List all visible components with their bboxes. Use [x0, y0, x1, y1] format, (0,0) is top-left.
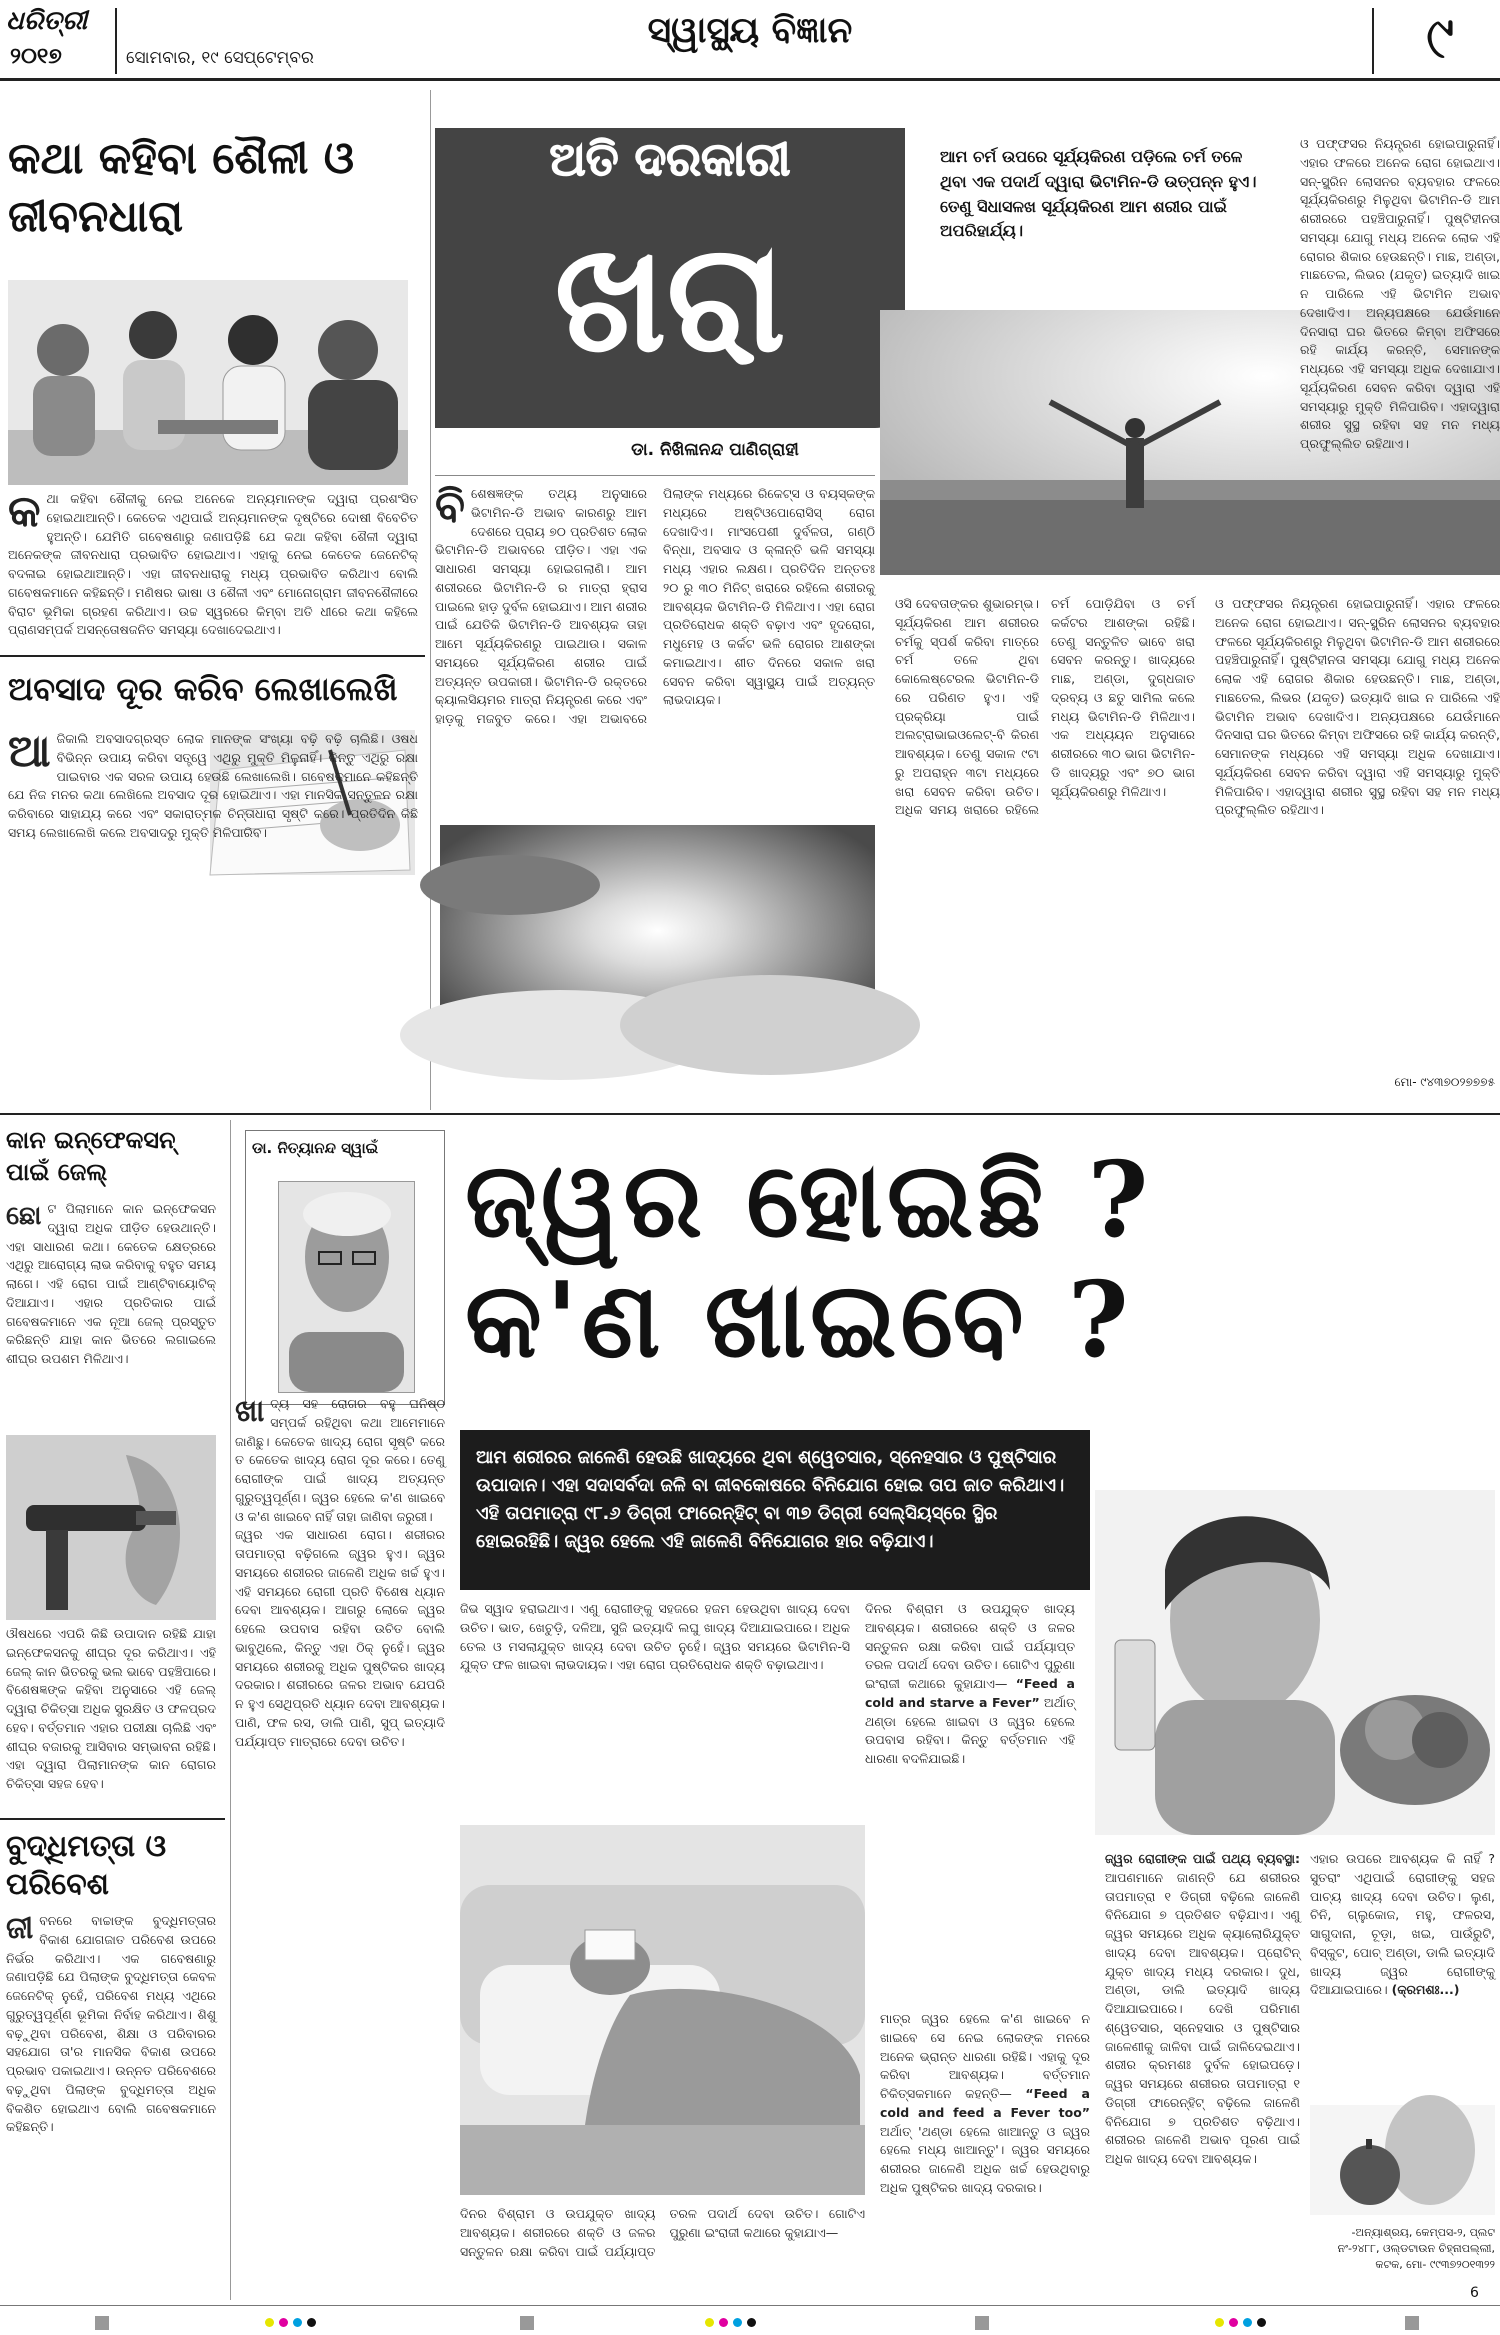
article-intelligence: [0, 1822, 225, 2302]
author-address: -ଅନ୍ୟାଶ୍ରୟ, କେମ୍ପସ-୨, ପ୍ଲଟ ନଂ-୨୪୮୮, ଓଲ୍ଡଟାଉନ ଚିହ୍ନାପଲ୍ଲୀ, କଟକ, ମୋ- ୯୯୩୭୨୦୧୩୨୨: [1337, 2226, 1495, 2271]
article-conversation: [0, 90, 425, 650]
conversation-photo: [8, 280, 408, 485]
body-column-6: [1105, 1850, 1300, 2300]
drop-cap: ଜୀ: [6, 1911, 34, 1946]
apple-woman-photo: [1310, 2105, 1495, 2215]
body-text: ଥା କହିବା ଶୈଳୀକୁ ନେଇ ଅନେକେ ଅନ୍ୟମାନଙ୍କ ଦ୍ୱାରା ପ୍ରଶଂସିତ ହୋଇଥାଆନ୍ତି। କେତେକ ଏଥିପାଇଁ ଅନ୍ୟମାନଙ୍କ ଦୃଷ୍ଟିରେ ଦୋଷୀ ବିବେଚିତ ହୁଅନ୍ତି। ଯେମିତି ଗବେଷଣାରୁ ଜଣାପଡ଼ିଛି ଯେ କଥା କହିବା ଶୈଳୀ ଦ୍ୱାରା ଅନେକଙ୍କ ଜୀବନଧାରା ପ୍ରଭାବିତ ହୋଇଥାଏ। ଏହାକୁ ନେଇ କେତେକ ଜେନେଟିକ୍ ବଦଳାଇ ହୋଇଥାଆନ୍ତି। ଏହା ଜୀବନଧାରାକୁ ମଧ୍ୟ ପ୍ରଭାବିତ କରିଥାଏ ବୋଲି ଗବେଷକମାନେ କହିଛନ୍ତି। ମଣିଷର ଭାଷା ଓ ଶୈଳୀ ଏବଂ ମୋନୋଗ୍ରାମ ଜୀବନଶୈଳୀରେ ବିରାଟ ଭୂମିକା ଗ୍ରହଣ କରିଥାଏ। ଉଚ୍ଚ ସ୍ୱରରେ କିମ୍ବା ଅତି ଧୀରେ କଥା କହିଲେ ପ୍ରାଣସମ୍ପର୍କ ଅସନ୍ତୋଷଜନିତ ସମସ୍ୟା ଦେଖାଦେଇଥାଏ।: [8, 491, 418, 638]
drop-cap: ଛୋ: [6, 1201, 42, 1231]
body-text: ଦେଖି ପରିମାଣ ଶ୍ୱେତସାର, ସ୍ନେହସାର ଓ ପୁଷ୍ଟିସାର ଜାଳେଣୀକୁ ଜାଳିବା ପାଇଁ ଜାଳିଦେଇଥାଏ। ଶରୀର କ୍ରମଶଃ ଦୁର୍ବଳ ହୋଇପଡ଼େ। ଜ୍ୱର ସମୟରେ ଶରୀରର ତାପମାତ୍ରା ୧ ଡିଗ୍ରୀ ଫାରେନ୍‌ହିଟ୍ ବଢ଼ିଲେ ଜାଳେଣି ବିନିଯୋଗ ୭ ପ୍ରତିଶତ ବଢ଼ିଥାଏ। ଶରୀରର ଜାଳେଣି ଅଭାବ ପୂରଣ ପାଇଁ ଅଧିକ ଖାଦ୍ୟ ଦେବା ଆବଶ୍ୟକ।: [1105, 2001, 1300, 2166]
article-body: [8, 726, 418, 1100]
fever-patient-photo: [460, 1825, 865, 2195]
print-registration-marks: [0, 2312, 1500, 2332]
quote: “Feed a cold and feed a Fever too”: [880, 2086, 1090, 2120]
footer-page-number: 6: [1470, 2285, 1479, 2301]
issue-date: ସୋମବାର, ୧୯ ସେପ୍ଟେମ୍ବର: [126, 48, 314, 68]
feature-banner: [435, 128, 905, 428]
masthead-divider-right: [1372, 8, 1374, 74]
article-depression: [0, 660, 425, 1110]
body-text: ଜ୍ୱର ଏକ ସାଧାରଣ ରୋଗ। ଶରୀରର ତାପମାତ୍ରା ବଢ଼ିଗଲେ ଜ୍ୱର ହୁଏ। ଜ୍ୱର ସମୟରେ ଶରୀରର ଜାଳେଣି ଅଧିକ ଖର୍ଚ୍ଚ ହୁଏ। ଏହି ସମୟରେ ରୋଗୀ ପ୍ରତି ବିଶେଷ ଧ୍ୟାନ ଦେବା ଆବଶ୍ୟକ। ଆଗରୁ ଲୋକେ ଜ୍ୱର ହେଲେ ଉପବାସ ରହିବା ଉଚିତ ବୋଲି ଭାବୁଥିଲେ, କିନ୍ତୁ ଏହା ଠିକ୍ ନୁହେଁ। ଜ୍ୱର ସମୟରେ ଶରୀରକୁ ଅଧିକ ପୁଷ୍ଟିକର ଖାଦ୍ୟ ଦରକାର। ଶରୀରରେ ଜଳର ଅଭାବ ଯେପରି ନ ହୁଏ ସେଥିପ୍ରତି ଧ୍ୟାନ ଦେବା ଆବଶ୍ୟକ। ପାଣି, ଫଳ ରସ, ଡାଲି ପାଣି, ସୁପ୍ ଇତ୍ୟାଦି ପର୍ଯ୍ୟାପ୍ତ ମାତ୍ରାରେ ଦେବା ଉଚିତ।: [235, 1527, 445, 1749]
drop-cap: କ: [8, 486, 41, 537]
body-column-2: ଜିଭ ସ୍ୱାଦ ହରାଇଥାଏ। ଏଣୁ ରୋଗୀଙ୍କୁ ସହଜରେ ହଜମ ହେଉଥିବା ଖାଦ୍ୟ ଦେବା ଉଚିତ। ଭାତ, ଖେଚୁଡ଼ି, ଦଳିଆ, ସୁଜି ଇତ୍ୟାଦି ଲଘୁ ଖାଦ୍ୟ ଦିଆଯାଇପାରେ। ଅଧିକ ତେଲ ଓ ମସଲାଯୁକ୍ତ ଖାଦ୍ୟ ଦେବା ଉଚିତ ନୁହେଁ। ଜ୍ୱର ସମୟରେ ଭିଟାମିନ-ସି ଯୁକ୍ତ ଫଳ ଖାଇବା ଲାଭଦାୟକ। ଏହା ରୋଗ ପ୍ରତିରୋଧକ ଶକ୍ତି ବଢ଼ାଇଥାଏ।: [460, 1601, 850, 1673]
article-title: କଥା କହିବା ଶୈଳୀ ଓ ଜୀବନଧାରା: [8, 133, 355, 242]
article-sunlight: [435, 90, 1500, 1120]
article-title: ବୁଦ୍ଧିମତ୍ତା ଓ ପରିବେଶ: [6, 1829, 167, 1902]
section-rule: [0, 1113, 1500, 1115]
footer-rule: [0, 2305, 1500, 2306]
body-text: ଆପଣମାନେ ଜାଣନ୍ତି ଯେ ଶରୀରର ତାପମାତ୍ରା ୧ ଡିଗ୍ରୀ ବଢ଼ିଲେ ଜାଳେଣି ବିନିଯୋଗ ୭ ପ୍ରତିଶତ ବଢ଼ିଯାଏ। ଏଣୁ ଜ୍ୱର ସମୟରେ ଅଧିକ କ୍ୟାଲୋରିଯୁକ୍ତ ଖାଦ୍ୟ ଦେବା ଆବଶ୍ୟକ। ପ୍ରୋଟିନ୍ ଯୁକ୍ତ ଖାଦ୍ୟ ମଧ୍ୟ ଦରକାର। ଦୁଧ, ଅଣ୍ଡା, ଡାଲି ଇତ୍ୟାଦି ଖାଦ୍ୟ ଦିଆଯାଇପାରେ।: [1105, 1869, 1300, 2016]
rule: [0, 1818, 225, 1820]
headline-line2: କ'ଣ ଖାଇବେ ?: [465, 1258, 1133, 1381]
subhead: ଜ୍ୱର ରୋଗୀଙ୍କ ପାଇଁ ପଥ୍ୟ ବ୍ୟବସ୍ଥା:: [1105, 1851, 1300, 1866]
page-number-top: ୯: [1425, 3, 1455, 73]
rule: [0, 655, 425, 657]
article-body-top-right: ଓ ପଫ୍ଫସର ନିୟନ୍ତ୍ରଣ ହୋଇପାରୁନାହିଁ। ଏହାର ଫଳରେ ଅନେକ ରୋଗ ହୋଇଥାଏ। ସନ୍-ସ୍କ୍ରିନ ଲୋସନର ବ୍ୟବହାର ଫଳରେ ସୂର୍ଯ୍ୟକିରଣରୁ ମିଳୁଥିବା ଭିଟାମିନ-ଡି ଆମ ଶରୀରରେ ପହଞ୍ଚିପାରୁନାହିଁ। ପୁଷ୍ଟିହୀନତା ସମସ୍ୟା ଯୋଗୁ ମଧ୍ୟ ଅନେକ ଲୋକ ଏହି ରୋଗର ଶିକାର ହେଉଛନ୍ତି। ମାଛ, ଅଣ୍ଡା, ମାଛତେଲ, ଲିଭର (ଯକୃତ) ଇତ୍ୟାଦି ଖାଇ ନ ପାରିଲେ ଏହି ଭିଟାମିନ ଅଭାବ ଦେଖାଦିଏ। ଅନ୍ୟପକ୍ଷରେ ଯେଉଁମାନେ ଦିନସାରା ଘର ଭିତରେ କିମ୍ବା ଅଫିସରେ ରହି କାର୍ଯ୍ୟ କରନ୍ତି, ସେମାନଙ୍କ ମଧ୍ୟରେ ଏହି ସମସ୍ୟା ଅଧିକ ଦେଖାଯାଏ। ସୂର୍ଯ୍ୟକିରଣ ସେବନ କରିବା ଦ୍ୱାରା ଏହି ସମସ୍ୟାରୁ ମୁକ୍ତି ମିଳିପାରିବ। ଏହାଦ୍ୱାରା ଶରୀର ସୁସ୍ଥ ରହିବା ସହ ମନ ମଧ୍ୟ ପ୍ରଫୁଲ୍ଲିତ ରହିଥାଏ।: [1300, 136, 1500, 451]
byline-rule: [435, 475, 875, 476]
masthead-divider: [115, 8, 117, 74]
standfirst: ଆମ ଚର୍ମ ଉପରେ ସୂର୍ଯ୍ୟକିରଣ ପଡ଼ିଲେ ଚର୍ମ ତଳେ ଥିବା ଏକ ପଦାର୍ଥ ଦ୍ୱାରା ଭିଟାମିନ-ଡି ଉତ୍ପନ୍ନ ହୁଏ। ତେଣୁ ସିଧାସଳଖ ସୂର୍ଯ୍ୟକିରଣ ଆମ ଶରୀର ପାଇଁ ଅପରିହାର୍ଯ୍ୟ।: [940, 147, 1257, 241]
article-body: [6, 1912, 216, 2297]
article-title: କାନ ଇନ୍‌ଫେକସନ୍ ପାଇଁ ଜେଲ୍: [6, 1125, 176, 1186]
feature-kicker: ଅତି ଦରକାରୀ: [549, 132, 791, 186]
author-photo: [278, 1181, 415, 1393]
body-text: ମାତ୍ର ଜ୍ୱର ହେଲେ କ'ଣ ଖାଇବେ ନ ଖାଇବେ ସେ ନେଇ ଲୋକଙ୍କ ମନରେ ଅନେକ ଭ୍ରାନ୍ତ ଧାରଣା ରହିଛି। ଏହାକୁ ଦୂର କରିବା ଆବଶ୍ୟକ। ବର୍ତ୍ତମାନ ଚିକିତ୍ସକମାନେ କହନ୍ତି—: [880, 2011, 1090, 2101]
column-rule: [230, 1120, 231, 2300]
drop-cap: ବି: [435, 481, 466, 532]
article-body: [6, 1200, 216, 1445]
article-title: ଅବସାଦ ଦୂର କରିବ ଲେଖାଲେଖି: [8, 670, 398, 708]
article-body: [435, 481, 875, 785]
article-body: [8, 486, 418, 650]
body-below-photo: ଦିନର ବିଶ୍ରାମ ଓ ଉପଯୁକ୍ତ ଖାଦ୍ୟ ଆବଶ୍ୟକ। ଶରୀରରେ ଶକ୍ତି ଓ ଜଳର ସନ୍ତୁଳନ ରକ୍ଷା କରିବା ପାଇଁ ପର୍ଯ୍ୟାପ୍ତ ତରଳ ପଦାର୍ଥ ଦେବା ଉଚିତ। ଗୋଟିଏ ପୁରୁଣା ଇଂରାଜୀ କଥାରେ କୁହାଯାଏ—: [460, 2206, 865, 2259]
otoscope-photo: [6, 1435, 216, 1620]
headline-line1: ଜ୍ୱର ହୋଇଛି ?: [465, 1138, 1153, 1261]
body-text: ଅର୍ଥାତ୍ ଥଣ୍ଡା ହେଲେ ଖାଇବା ଓ ଜ୍ୱର ହେଲେ ଉପବାସ ରହିବା। କିନ୍ତୁ ବର୍ତ୍ତମାନ ଏହି ଧାରଣା ବଦଳିଯାଇଛି।: [865, 1694, 1075, 1766]
article-body-continued: ଓସି ଦେବତାଙ୍କର ଶୁଭାରମ୍ଭ। ସୂର୍ଯ୍ୟକିରଣ ଆମ ଶରୀରର ଚର୍ମକୁ ସ୍ପର୍ଶ କରିବା ମାତ୍ରେ ଚର୍ମ ତଳେ ଥିବା କୋଲେଷ୍ଟେରଲ ଭିଟାମିନ-ଡି ରେ ପରିଣତ ହୁଏ। ଏହି ପ୍ରକ୍ରିୟା ପାଇଁ ଅଲଟ୍ରାଭାଇଓଲେଟ୍-ବି କିରଣ ଆବଶ୍ୟକ। ତେଣୁ ସକାଳ ୯ଟା ରୁ ଅପରାହ୍ନ ୩ଟା ମଧ୍ୟରେ ଖରା ସେବନ କରିବା ଉଚିତ। ଅଧିକ ସମୟ ଖରାରେ ରହିଲେ ଚର୍ମ ପୋଡ଼ିଯିବା ଓ ଚର୍ମ କର୍କଟର ଆଶଙ୍କା ରହିଛି। ତେଣୁ ସନ୍ତୁଳିତ ଭାବେ ଖରା ସେବନ କରନ୍ତୁ। ଖାଦ୍ୟରେ ମାଛ, ଅଣ୍ଡା, ଦୁଗ୍ଧଜାତ ଦ୍ରବ୍ୟ ଓ ଛତୁ ସାମିଲ କଲେ ମଧ୍ୟ ଭିଟାମିନ-ଡି ମିଳିଥାଏ। ଏକ ଅଧ୍ୟୟନ ଅନୁସାରେ ଶରୀରରେ ୩୦ ଭାଗ ଭିଟାମିନ-ଡି ଖାଦ୍ୟରୁ ଏବଂ ୭୦ ଭାଗ ସୂର୍ଯ୍ୟକିରଣରୁ ମିଳିଥାଏ।: [895, 596, 1195, 818]
article-body-sidebar: ଓ ପଫ୍ଫସର ନିୟନ୍ତ୍ରଣ ହୋଇପାରୁନାହିଁ। ଏହାର ଫଳରେ ଅନେକ ରୋଗ ହୋଇଥାଏ। ସନ୍-ସ୍କ୍ରିନ ଲୋସନର ବ୍ୟବହାର ଫଳରେ ସୂର୍ଯ୍ୟକିରଣରୁ ମିଳୁଥିବା ଭିଟାମିନ-ଡି ଆମ ଶରୀରରେ ପହଞ୍ଚିପାରୁନାହିଁ। ପୁଷ୍ଟିହୀନତା ସମସ୍ୟା ଯୋଗୁ ମଧ୍ୟ ଅନେକ ଲୋକ ଏହି ରୋଗର ଶିକାର ହେଉଛନ୍ତି। ମାଛ, ଅଣ୍ଡା, ମାଛତେଲ, ଲିଭର (ଯକୃତ) ଇତ୍ୟାଦି ଖାଇ ନ ପାରିଲେ ଏହି ଭିଟାମିନ ଅଭାବ ଦେଖାଦିଏ। ଅନ୍ୟପକ୍ଷରେ ଯେଉଁମାନେ ଦିନସାରା ଘର ଭିତରେ କିମ୍ବା ଅଫିସରେ ରହି କାର୍ଯ୍ୟ କରନ୍ତି, ସେମାନଙ୍କ ମଧ୍ୟରେ ଏହି ସମସ୍ୟା ଅଧିକ ଦେଖାଯାଏ। ସୂର୍ଯ୍ୟକିରଣ ସେବନ କରିବା ଦ୍ୱାରା ଏହି ସମସ୍ୟାରୁ ମୁକ୍ତି ମିଳିପାରିବ। ଏହାଦ୍ୱାରା ଶରୀର ସୁସ୍ଥ ରହିବା ସହ ମନ ମଧ୍ୟ ପ୍ରଫୁଲ୍ଲିତ ରହିଥାଏ।: [1215, 596, 1500, 818]
column-rule: [430, 90, 431, 1110]
body-text: ଦ୍ୟ ସହ ରୋଗର ବହୁ ଘନିଷ୍ଠ ସମ୍ପର୍କ ରହିଥିବା କଥା ଆମେମାନେ ଜାଣିଛୁ। କେତେକ ଖାଦ୍ୟ ରୋଗ ସୃଷ୍ଟି କରେ ତ କେତେକ ଖାଦ୍ୟ ରୋଗ ଦୂର କରେ। ତେଣୁ ରୋଗୀଙ୍କ ପାଇଁ ଖାଦ୍ୟ ଅତ୍ୟନ୍ତ ଗୁରୁତ୍ୱପୂର୍ଣ୍ଣ। ଜ୍ୱର ହେଲେ କ'ଣ ଖାଇବେ ଓ କ'ଣ ଖାଇବେ ନାହିଁ ତାହା ଜାଣିବା ଜରୁରୀ।: [235, 1396, 445, 1524]
section-title: ସ୍ୱାସ୍ଥ୍ୟ ବିଜ୍ଞାନ: [647, 10, 853, 51]
author-box: [245, 1130, 445, 1405]
body-text: ଟ ପିଲାମାନେ କାନ ଇନ୍‌ଫେକସନ ଦ୍ୱାରା ଅଧିକ ପୀଡ଼ିତ ହେଉଥାନ୍ତି। ଏହା ସାଧାରଣ କଥା। କେତେକ କ୍ଷେତ୍ରରେ ଏଥିରୁ ଆରୋଗ୍ୟ ଲାଭ କରିବାକୁ ବହୁତ ସମୟ ଲାଗେ। ଏହି ରୋଗ ପାଇଁ ଆଣ୍ଟିବାୟୋଟିକ୍ ଦିଆଯାଏ। ଏହାର ପ୍ରତିକାର ପାଇଁ ଗବେଷକମାନେ ଏକ ନୂଆ ଜେଲ୍ ପ୍ରସ୍ତୁତ କରିଛନ୍ତି ଯାହା କାନ ଭିତରେ ଲଗାଇଲେ ଶୀଘ୍ର ଉପଶମ ମିଳିଥାଏ।: [6, 1201, 216, 1366]
quote: “Feed a cold and starve a Fever”: [865, 1676, 1075, 1710]
author-byline: ଡା. ନିଖିଳାନନ୍ଦ ପାଣିଗ୍ରାହୀ: [631, 440, 799, 460]
body-text: ଦିନର ବିଶ୍ରାମ ଓ ଉପଯୁକ୍ତ ଖାଦ୍ୟ ଆବଶ୍ୟକ। ଶରୀରରେ ଶକ୍ତି ଓ ଜଳର ସନ୍ତୁଳନ ରକ୍ଷା କରିବା ପାଇଁ ପର୍ଯ୍ୟାପ୍ତ ତରଳ ପଦାର୍ଥ ଦେବା ଉଚିତ। ଗୋଟିଏ ପୁରୁଣା ଇଂରାଜୀ କଥାରେ କୁହାଯାଏ—: [865, 1601, 1075, 1691]
article-ear: [0, 1120, 225, 1820]
body-text: ଏହାର ଉପରେ ଆବଶ୍ୟକ କି ନାହିଁ ? ସୁତରାଂ ଏଥିପାଇଁ ରୋଗୀଙ୍କୁ ସହଜ ପାଚ୍ୟ ଖାଦ୍ୟ ଦେବା ଉଚିତ। ଲୁଣ, ଚିନି, ଗ୍ଲୁକୋଜ, ମହୁ, ଫଳରସ, ସାଗୁଦାନା, ଚୂଡ଼ା, ଖଇ, ପାଉଁରୁଟି, ବିସ୍କୁଟ, ପୋଚ୍ ଅଣ୍ଡା, ଡାଲି ଇତ୍ୟାଦି ଖାଦ୍ୟ ଜ୍ୱର ରୋଗୀଙ୍କୁ ଦିଆଯାଇପାରେ।: [1310, 1851, 1495, 1998]
intro-text: [235, 1395, 445, 1775]
drop-cap: ଆ: [8, 726, 51, 777]
contact: ମୋ- ୯୪୩୭୦୨୭୭୭୫: [1394, 1075, 1495, 1089]
body-text: ଜିକାଲି ଅବସାଦଗ୍ରସ୍ତ ଲୋକ ମାନଙ୍କ ସଂଖ୍ୟା ବଢ଼ି ବଢ଼ି ଚାଲିଛି। ଓଷଧ ବିଭିନ୍ନ ଉପାୟ କରିବା ସତ୍ତ୍ୱେ ଏଥିରୁ ମୁକ୍ତି ମିଳୁନାହିଁ। କିନ୍ତୁ ଏଥିରୁ ରକ୍ଷା ପାଇବାର ଏକ ସରଳ ଉପାୟ ହେଉଛି ଲେଖାଲେଖି। ଗବେଷକମାନେ କହିଛନ୍ତି ଯେ ନିଜ ମନର କଥା ଲେଖିଲେ ଅବସାଦ ଦୂର ହୋଇଥାଏ। ଏହା ମାନସିକ ସନ୍ତୁଳନ ରକ୍ଷା କରିବାରେ ସାହାଯ୍ୟ କରେ ଏବଂ ସକାରାତ୍ମକ ଚିନ୍ତାଧାରା ସୃଷ୍ଟି କରେ। ପ୍ରତିଦିନ କିଛି ସମୟ ଲେଖାଲେଖି କଲେ ଅବସାଦରୁ ମୁକ୍ତି ମିଳିପାରିବ।: [8, 731, 418, 840]
highlight-box: [460, 1430, 1090, 1590]
body-column-5: [880, 2010, 1090, 2300]
body-text: ଶେଷଜ୍ଞଙ୍କ ତଥ୍ୟ ଅନୁସାରେ ଭିଟାମିନ-ଡି ଅଭାବ କାରଣରୁ ଆମ ଦେଶରେ ପ୍ରାୟ ୭୦ ପ୍ରତିଶତ ଲୋକ ଭିଟାମିନ-ଡି ଅଭାବରେ ପୀଡ଼ିତ। ଏହା ଏକ ସାଧାରଣ ସମସ୍ୟା ହୋଇଗଲାଣି। ଆମ ଶରୀରରେ ଭିଟାମିନ-ଡି ର ମାତ୍ରା ହ୍ରାସ ପାଇଲେ ହାଡ଼ ଦୁର୍ବଳ ହୋଇଯାଏ। ଆମ ଶରୀର ପାଇଁ ଯେତିକି ଭିଟାମିନ-ଡି ଆବଶ୍ୟକ ତାହା ଆମେ ସୂର୍ଯ୍ୟକିରଣରୁ ପାଇଥାଉ। ସକାଳ ସମୟରେ ସୂର୍ଯ୍ୟକିରଣ ଶରୀର ପାଇଁ ଅତ୍ୟନ୍ତ ଉପକାରୀ। ଭିଟାମିନ-ଡି ରକ୍ତରେ କ୍ୟାଲସିୟମର ମାତ୍ରା ନିୟନ୍ତ୍ରଣ କରେ ଏବଂ ହାଡ଼କୁ ମଜବୁତ କରେ। ଏହା ଅଭାବରେ ପିଲାଙ୍କ ମଧ୍ୟରେ ରିକେଟ୍ସ ଓ ବୟସ୍କଙ୍କ ମଧ୍ୟରେ ଅଷ୍ଟିଓପୋରୋସିସ୍ ରୋଗ ଦେଖାଦିଏ। ମାଂସପେଶୀ ଦୁର୍ବଳତା, ଗଣ୍ଠି ବିନ୍ଧା, ଅବସାଦ ଓ କ୍ଳାନ୍ତି ଭଳି ସମସ୍ୟା ମଧ୍ୟ ଏହାର ଲକ୍ଷଣ। ପ୍ରତିଦିନ ଅନ୍ତତଃ ୨୦ ରୁ ୩୦ ମିନିଟ୍ ଖରାରେ ରହିଲେ ଶରୀରକୁ ଆବଶ୍ୟକ ଭିଟାମିନ-ଡି ମିଳିଥାଏ। ଏହା ରୋଗ ପ୍ରତିରୋଧକ ଶକ୍ତି ବଢ଼ାଏ ଏବଂ ହୃଦରୋଗ, ମଧୁମେହ ଓ କର୍କଟ ଭଳି ରୋଗର ଆଶଙ୍କା କମାଇଥାଏ। ଶୀତ ଦିନରେ ସକାଳ ଖରା ସେବନ କରିବା ସ୍ୱାସ୍ଥ୍ୟ ପାଇଁ ଅତ୍ୟନ୍ତ ଲାଭଦାୟକ।: [435, 486, 875, 726]
masthead-rule: [0, 78, 1500, 81]
brand-year: ୨୦୧୭: [10, 44, 62, 69]
feature-title: ଖରା: [554, 210, 786, 386]
sun-clouds-photo: [440, 825, 875, 1060]
drop-cap: ଖା: [235, 1394, 265, 1429]
body-text: ବନରେ ବାଚ୍ଚାଙ୍କ ବୁଦ୍ଧିମତ୍ତାର ବିକାଶ ଯୋଗଜାତ ପରିବେଶ ଉପରେ ନିର୍ଭର କରିଥାଏ। ଏକ ଗବେଷଣାରୁ ଜଣାପଡ଼ିଛି ଯେ ପିଲାଙ୍କ ବୁଦ୍ଧିମତ୍ତା କେବଳ ଜେନେଟିକ୍ ନୁହେଁ, ପରିବେଶ ମଧ୍ୟ ଏଥିରେ ଗୁରୁତ୍ୱପୂର୍ଣ୍ଣ ଭୂମିକା ନିର୍ବାହ କରିଥାଏ। ଶିଶୁ ବଢ଼ୁଥିବା ପରିବେଶ, ଶିକ୍ଷା ଓ ପରିବାରର ସହଯୋଗ ତା'ର ମାନସିକ ବିକାଶ ଉପରେ ପ୍ରଭାବ ପକାଇଥାଏ। ଉନ୍ନତ ପରିବେଶରେ ବଢ଼ୁଥିବା ପିଲାଙ୍କ ବୁଦ୍ଧିମତ୍ତା ଅଧିକ ବିକଶିତ ହୋଇଥାଏ ବୋଲି ଗବେଷକମାନେ କହିଛନ୍ତି।: [6, 1913, 216, 2135]
body-text: ଅର୍ଥାତ୍ 'ଥଣ୍ଡା ହେଲେ ଖାଆନ୍ତୁ ଓ ଜ୍ୱର ହେଲେ ମଧ୍ୟ ଖାଆନ୍ତୁ'। ଜ୍ୱର ସମୟରେ ଶରୀରର ଜାଳେଣି ଅଧିକ ଖର୍ଚ୍ଚ ହେଉଥିବାରୁ ଅଧିକ ପୁଷ୍ଟିକର ଖାଦ୍ୟ ଦରକାର।: [880, 2123, 1090, 2195]
masthead: [0, 0, 1500, 80]
article-body-continued: ଔଷଧରେ ଏପରି କିଛି ଉପାଦାନ ରହିଛି ଯାହା ଇନ୍‌ଫେକସନକୁ ଶୀଘ୍ର ଦୂର କରିଥାଏ। ଏହି ଜେଲ୍ କାନ ଭିତରକୁ ଭଲ ଭାବେ ପହଞ୍ଚିପାରେ। ବିଶେଷଜ୍ଞଙ୍କ କହିବା ଅନୁସାରେ ଏହି ଜେଲ୍ ଦ୍ୱାରା ଚିକିତ୍ସା ଅଧିକ ସୁରକ୍ଷିତ ଓ ଫଳପ୍ରଦ ହେବ। ବର୍ତ୍ତମାନ ଏହାର ପରୀକ୍ଷା ଚାଲିଛି ଏବଂ ଶୀଘ୍ର ବଜାରକୁ ଆସିବାର ସମ୍ଭାବନା ରହିଛି। ଏହା ଦ୍ୱାରା ପିଲାମାନଙ୍କ କାନ ରୋଗର ଚିକିତ୍ସା ସହଜ ହେବ।: [6, 1626, 216, 1791]
continued-label: (କ୍ରମଶଃ...): [1391, 1982, 1460, 1998]
article-fever: [235, 1120, 1500, 2305]
brand-name: ଧରିତ୍ରୀ: [6, 6, 88, 36]
woman-juice-photo: [1095, 1490, 1495, 1835]
body-column-7: [1310, 1850, 1495, 2100]
author-name: ଡା. ନିତ୍ୟାନନ୍ଦ ସ୍ୱାଇଁ: [252, 1139, 379, 1157]
body-column-3: [865, 1600, 1075, 2000]
highlight-text: ଆମ ଶରୀରର ଜାଳେଣି ହେଉଛି ଖାଦ୍ୟରେ ଥିବା ଶ୍ୱେତସାର, ସ୍ନେହସାର ଓ ପୁଷ୍ଟିସାର ଉପାଦାନ। ଏହା ସଦାସର୍ବଦା ଜଳି ବା ଜୀବକୋଷରେ ବିନିଯୋଗ ହୋଇ ତାପ ଜାତ କରିଥାଏ। ଏହି ତାପମାତ୍ରା ୯୮.୬ ଡିଗ୍ରୀ ଫାରେନ୍‌ହିଟ୍ ବା ୩୭ ଡିଗ୍ରୀ ସେଲ୍‌ସିୟସ୍‌ରେ ସ୍ଥିର ହୋଇରହିଛି। ଜ୍ୱର ହେଲେ ଏହି ଜାଳେଣି ବିନିଯୋଗର ହାର ବଢ଼ିଯାଏ।: [476, 1447, 1065, 1552]
